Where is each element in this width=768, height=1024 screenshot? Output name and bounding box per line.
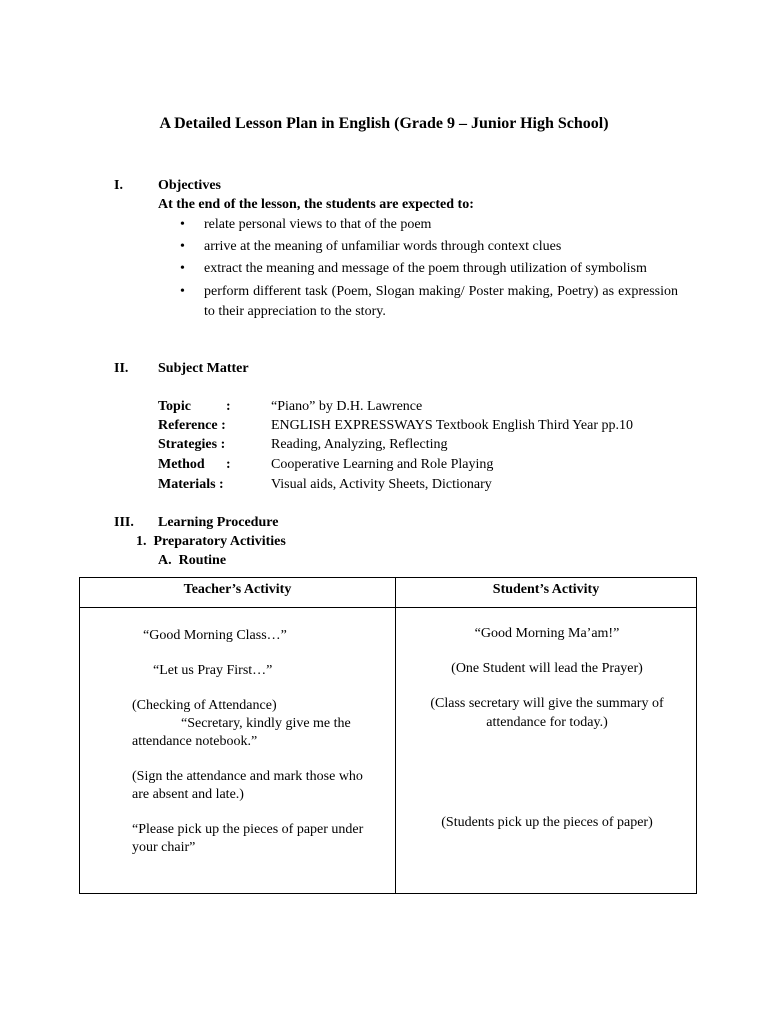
section-number-procedure: III. (114, 515, 134, 530)
column-header-teacher: Teacher’s Activity (80, 578, 396, 608)
list-item: • relate personal views to that of the poem (178, 215, 678, 234)
objectives-intro: At the end of the lesson, the students are expected to: (158, 197, 474, 212)
subject-row-topic (158, 397, 698, 417)
student-line: “Good Morning Ma’am!” (474, 626, 620, 641)
section-heading-subject-matter: Subject Matter (158, 361, 249, 376)
teacher-line: are absent and late.) (132, 787, 244, 802)
teacher-line: “Secretary, kindly give me the (181, 716, 351, 731)
subject-label: Topic (158, 399, 191, 414)
subject-row-strategies (158, 435, 698, 455)
student-line: attendance for today.) (486, 715, 608, 730)
teacher-line: (Sign the attendance and mark those who (132, 769, 363, 784)
subject-row-materials (158, 475, 698, 495)
list-item: • extract the meaning and message of the poem through utilization of symbolism (178, 259, 678, 279)
subject-value: Reading, Analyzing, Reflecting (271, 437, 448, 452)
teacher-line: “Let us Pray First…” (153, 663, 273, 678)
subject-label: Reference : (158, 418, 226, 433)
section-number-objectives: I. (114, 178, 123, 193)
list-item: • perform different task (Poem, Slogan making/ Poster making, Poetry) as expression to their appreciation to the story. (178, 282, 678, 322)
subject-label: Method (158, 457, 205, 472)
subject-label: Strategies : (158, 437, 226, 452)
subject-colon: : (226, 399, 231, 414)
subject-value: ENGLISH EXPRESSWAYS Textbook English Third Year pp.10 (271, 418, 634, 433)
procedure-step-preparatory: 1. Preparatory Activities (136, 534, 286, 549)
list-item: • arrive at the meaning of unfamiliar words through context clues (178, 237, 678, 256)
subject-row-reference (158, 416, 698, 436)
document-title: A Detailed Lesson Plan in English (Grade 9 – Junior High School) (159, 115, 609, 132)
subject-label: Materials : (158, 477, 224, 492)
column-header-student: Student’s Activity (396, 578, 697, 608)
teacher-line: attendance notebook.” (132, 734, 258, 749)
subject-colon: : (226, 457, 231, 472)
subject-value: “Piano” by D.H. Lawrence (271, 399, 423, 414)
section-heading-procedure: Learning Procedure (158, 515, 279, 530)
subject-row-method (158, 455, 698, 475)
section-heading-objectives: Objectives (158, 178, 221, 193)
teacher-line: “Please pick up the pieces of paper under (132, 822, 364, 837)
teacher-line: (Checking of Attendance) (132, 698, 277, 713)
teacher-line: “Good Morning Class…” (143, 628, 287, 643)
section-number-subject-matter: II. (114, 361, 129, 376)
student-line: (Students pick up the pieces of paper) (441, 815, 653, 830)
table-header-row (80, 578, 697, 608)
student-line: (Class secretary will give the summary of (430, 696, 664, 711)
subject-value: Cooperative Learning and Role Playing (271, 457, 494, 472)
subject-value: Visual aids, Activity Sheets, Dictionary (271, 477, 492, 492)
procedure-step-routine: A. Routine (158, 553, 227, 568)
teacher-line: your chair” (132, 840, 196, 855)
student-activity-cell (396, 608, 697, 894)
activity-table (79, 577, 697, 894)
student-line: (One Student will lead the Prayer) (451, 661, 643, 676)
teacher-activity-cell (80, 608, 396, 894)
objectives-list (178, 215, 678, 324)
table-row (80, 608, 697, 894)
